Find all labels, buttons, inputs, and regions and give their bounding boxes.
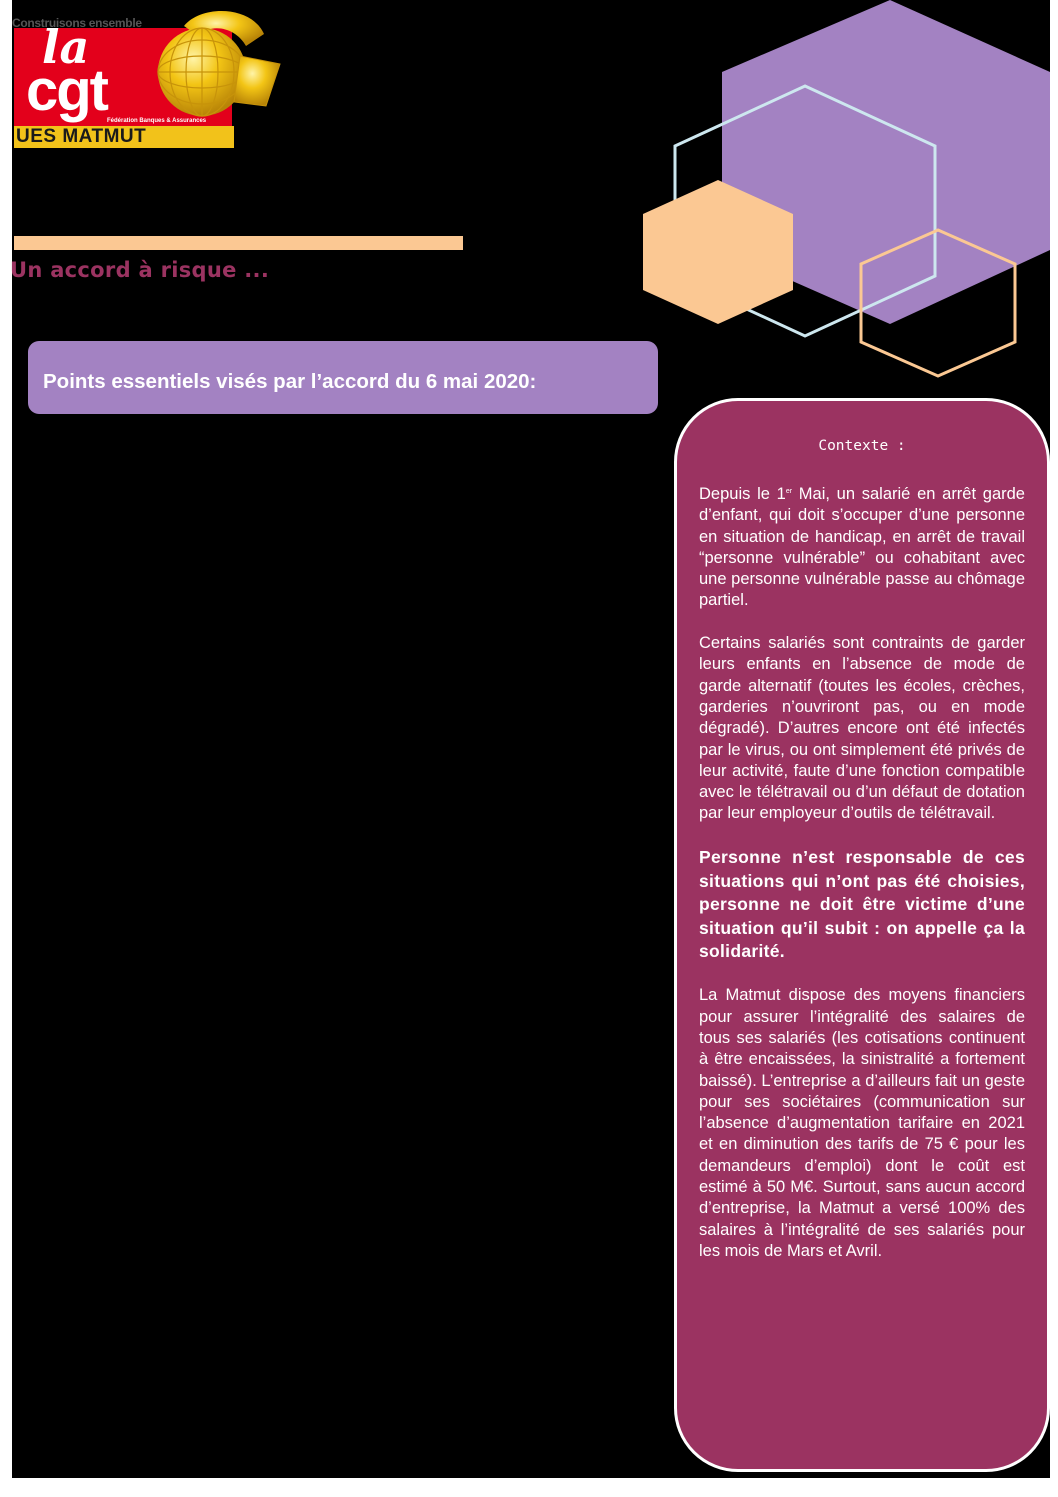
context-body: [699, 481, 1025, 1283]
page-margin-right: [1050, 0, 1058, 1497]
page-title: Un accord à risque ...: [10, 258, 270, 282]
context-paragraph-3-emphasis: Personne n’est responsable de ces situations qui n’ont pas été choisies, personne ne doit être victime d’une situation qu’il subit : on appelle ça la solidarité.: [699, 847, 1025, 962]
logo-cgt: cgt: [26, 58, 107, 123]
context-paragraph-2: Certains salariés sont contraints de garder leurs enfants en l’absence de mode de garde alternatif (toutes les écoles, crèches, garderies n’ouvriront pas, ou en mode dégradé). D’autres encore ont été infectés par le virus, ou ont simplement été privés de leur activité, faute d’une fonction compatible avec le télétravail ou d’un défaut de dotation par leur employeur d’outils de télétravail.: [699, 634, 1025, 823]
title-accent-bar: [14, 236, 463, 250]
context-paragraph-1: Depuis le 1er Mai, un salarié en arrêt garde d’enfant, qui doit s’occuper d’une personne en situation de handicap, en arrêt de travail “personne vulnérable” ou cohabitant avec une personne vulnérable passe au chômage partiel.: [699, 485, 1025, 610]
logo-tagline: Construisons ensemble: [12, 16, 142, 30]
decorative-hexagons: [620, 0, 1050, 400]
page-margin-left: [0, 0, 12, 1497]
logo-la: la: [42, 20, 90, 74]
logo-federation: Fédération Banques & Assurances: [107, 118, 207, 124]
page-margin-bottom: [0, 1478, 1058, 1497]
context-title: Contexte :: [818, 438, 906, 454]
cgt-logo: [12, 6, 292, 148]
logo-union-name: UES MATMUT: [14, 126, 234, 148]
points-header-text: Points essentiels visés par l’accord du 6 mai 2020:: [43, 370, 537, 393]
context-paragraph-4: La Matmut dispose des moyens financiers pour assurer l’intégralité des salaires de tous ses salariés (les cotisations continuent à être encaissées, la sinistralité a fortement baissé). L’entreprise a d’ailleurs fait un geste pour ses sociétaires (communication sur l’absence d’augmentation tarifaire en 2021 et en diminution des tarifs de 75 € pour les demandeurs d’emploi) dont le coût est estimé à 50 M€. Surtout, sans aucun accord d’entreprise, la Matmut a versé 100% des salaires à l’intégralité de ses salariés pour les mois de Mars et Avril.: [699, 986, 1025, 1260]
globe-icon: [142, 6, 292, 126]
